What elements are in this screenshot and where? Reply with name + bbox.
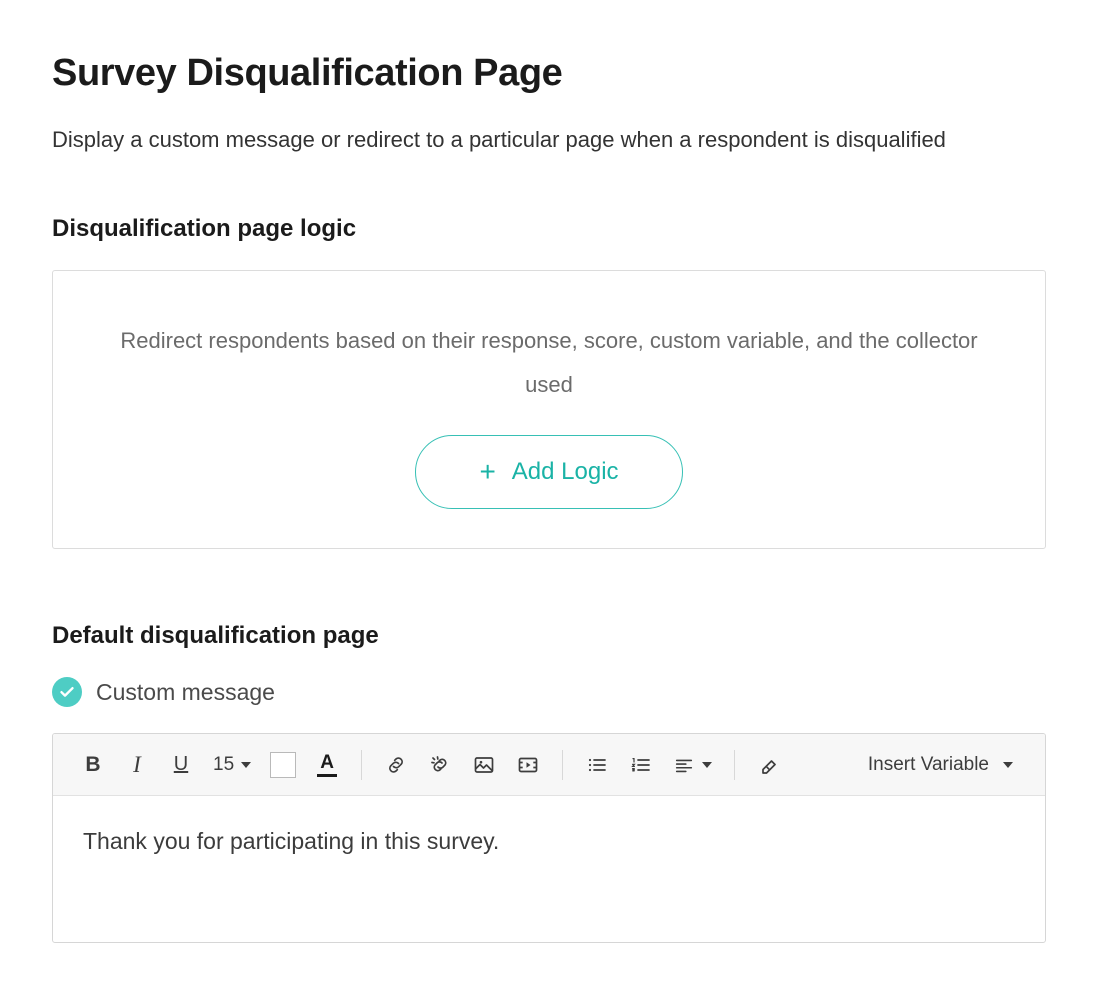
add-logic-label: Add Logic — [511, 458, 619, 485]
image-icon[interactable] — [462, 743, 506, 787]
toolbar-divider — [361, 750, 362, 780]
custom-message-option[interactable] — [52, 677, 1046, 707]
video-icon[interactable] — [506, 743, 550, 787]
chevron-down-icon — [702, 762, 712, 768]
check-circle-icon[interactable] — [52, 677, 82, 707]
logic-description: Redirect respondents based on their response, score, custom variable, and the collector used — [120, 328, 978, 397]
page-title: Survey Disqualification Page — [52, 52, 563, 94]
editor-content[interactable]: Thank you for participating in this survey. — [83, 828, 500, 854]
logic-section-heading: Disqualification page logic — [52, 215, 357, 242]
highlight-color-button[interactable] — [261, 743, 305, 787]
italic-button[interactable]: I — [133, 751, 141, 777]
bulleted-list-icon[interactable] — [575, 743, 619, 787]
align-icon — [673, 754, 695, 776]
default-section-heading: Default disqualification page — [52, 622, 379, 649]
text-color-button[interactable] — [305, 743, 349, 787]
custom-message-label: Custom message — [96, 678, 275, 705]
align-dropdown[interactable] — [663, 743, 722, 787]
plus-icon: + — [479, 456, 496, 487]
disqualification-logic-panel — [52, 270, 1046, 549]
toolbar-divider — [734, 750, 735, 780]
insert-variable-label: Insert Variable — [867, 753, 989, 775]
font-size-dropdown[interactable] — [203, 743, 261, 787]
link-icon[interactable] — [374, 743, 418, 787]
default-disqualification-section — [52, 621, 1046, 943]
insert-variable-dropdown[interactable] — [868, 754, 1027, 776]
color-swatch-icon — [270, 752, 296, 778]
clear-formatting-icon[interactable] — [747, 743, 791, 787]
editor-toolbar — [53, 734, 1045, 796]
bold-button[interactable]: B — [85, 752, 101, 776]
toolbar-divider — [562, 750, 563, 780]
chevron-down-icon — [1003, 762, 1013, 768]
underline-button[interactable]: U — [173, 753, 189, 775]
font-size-value: 15 — [213, 753, 235, 775]
rich-text-editor — [52, 733, 1046, 943]
page-subtitle: Display a custom message or redirect to a particular page when a respondent is disqualified — [52, 127, 946, 152]
numbered-list-icon[interactable] — [619, 743, 663, 787]
chevron-down-icon — [241, 762, 251, 768]
unlink-icon[interactable] — [418, 743, 462, 787]
text-color-letter: A — [320, 751, 334, 773]
add-logic-button[interactable] — [415, 435, 683, 509]
text-color-bar-icon — [317, 774, 337, 777]
